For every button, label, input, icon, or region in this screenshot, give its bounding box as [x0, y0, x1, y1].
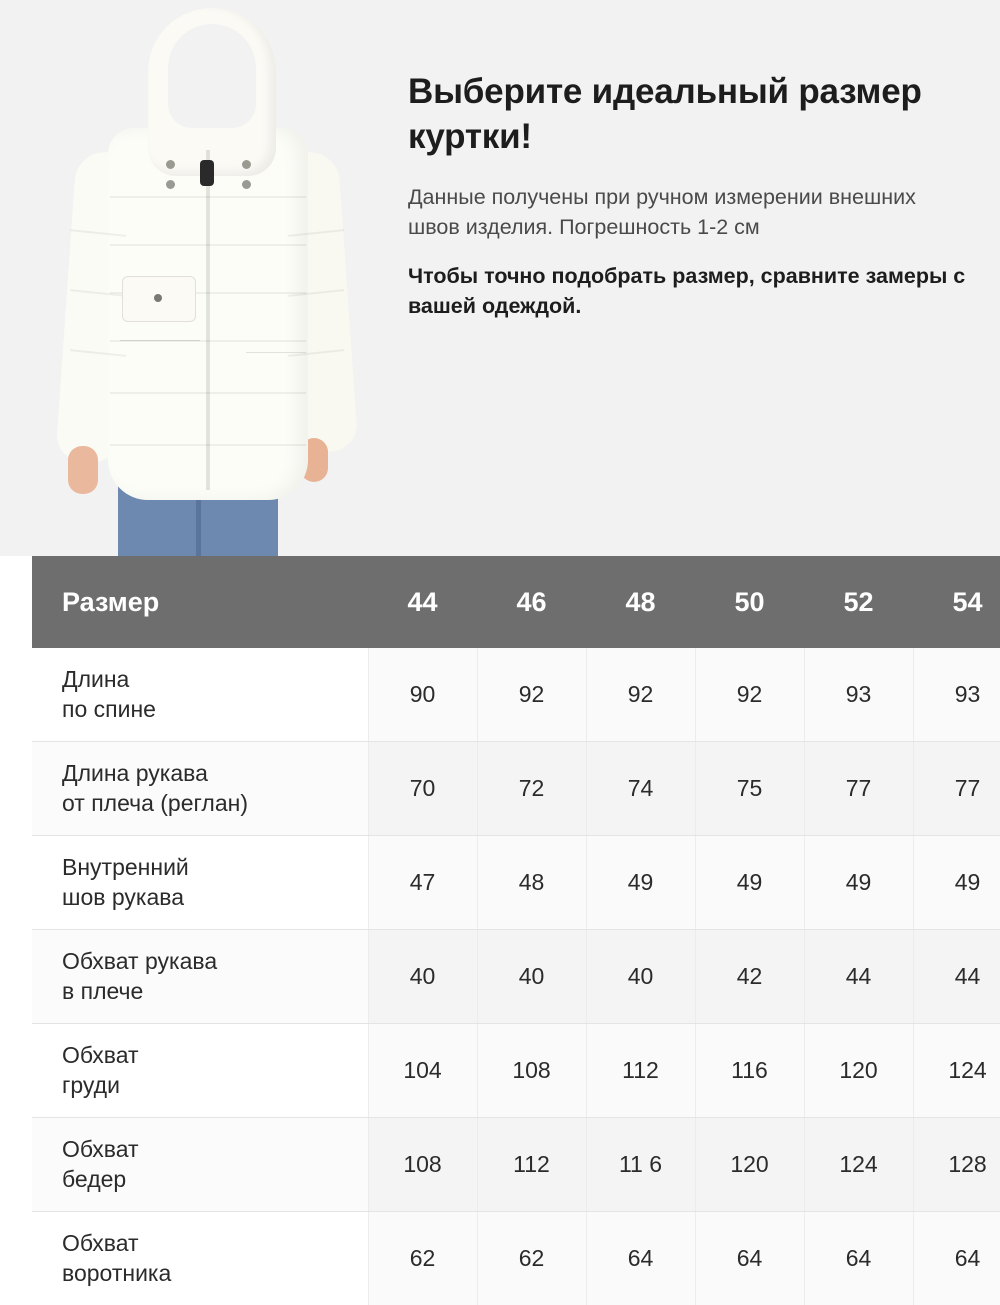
cell-value: 44: [804, 930, 913, 1024]
pocket-button: [154, 294, 162, 302]
cell-value: 64: [804, 1212, 913, 1305]
cell-value: 90: [368, 648, 477, 742]
row-label-line2: шов рукава: [62, 884, 184, 910]
cell-value: 49: [804, 836, 913, 930]
cell-value: 74: [586, 742, 695, 836]
row-label-line2: бедер: [62, 1166, 126, 1192]
row-label: [32, 1212, 368, 1305]
cell-value: 72: [477, 742, 586, 836]
header-size-46: 46: [477, 556, 586, 648]
cell-value: 49: [586, 836, 695, 930]
hero-section: [0, 0, 1000, 556]
row-label-line1: Длина рукава: [62, 760, 208, 786]
cell-value: 49: [695, 836, 804, 930]
hood-snap: [242, 160, 251, 169]
cell-value: 40: [586, 930, 695, 1024]
table-header-row: [32, 556, 1000, 648]
left-hand: [68, 446, 98, 494]
cell-value: 120: [804, 1024, 913, 1118]
row-label-line2: воротника: [62, 1260, 171, 1286]
row-label: [32, 648, 368, 742]
cell-value: 75: [695, 742, 804, 836]
size-table-container: [32, 556, 980, 1305]
row-label-line1: Обхват: [62, 1230, 139, 1256]
cell-value: 92: [695, 648, 804, 742]
row-label-line1: Обхват: [62, 1136, 139, 1162]
hood-opening: [168, 24, 256, 128]
row-label: [32, 1118, 368, 1212]
cell-value: 62: [477, 1212, 586, 1305]
row-label-line2: груди: [62, 1072, 120, 1098]
cell-value: 77: [804, 742, 913, 836]
row-label: [32, 742, 368, 836]
table-row: [32, 930, 1000, 1024]
cell-value: 120: [695, 1118, 804, 1212]
cell-value: 77: [913, 742, 1000, 836]
table-row: [32, 648, 1000, 742]
cell-value: 128: [913, 1118, 1000, 1212]
header-size-50: 50: [695, 556, 804, 648]
cell-value: 93: [804, 648, 913, 742]
cell-value: 64: [913, 1212, 1000, 1305]
header-size-54: 54: [913, 556, 1000, 648]
row-label: [32, 836, 368, 930]
hero-note: Чтобы точно подобрать размер, сравните замеры с вашей одеждой.: [408, 261, 968, 321]
zipper: [206, 150, 210, 490]
page-title: Выберите идеальный размер куртки!: [408, 70, 968, 160]
cell-value: 112: [586, 1024, 695, 1118]
cell-value: 124: [804, 1118, 913, 1212]
size-table-head: [32, 556, 1000, 648]
cell-value: 124: [913, 1024, 1000, 1118]
cell-value: 42: [695, 930, 804, 1024]
cell-value: 108: [368, 1118, 477, 1212]
cell-value: 11 6: [586, 1118, 695, 1212]
header-size-44: 44: [368, 556, 477, 648]
row-label: [32, 1024, 368, 1118]
row-label-line1: Внутренний: [62, 854, 189, 880]
side-pocket-right: [246, 352, 306, 365]
cell-value: 92: [586, 648, 695, 742]
row-label-line2: в плече: [62, 978, 143, 1004]
row-label: [32, 930, 368, 1024]
cell-value: 112: [477, 1118, 586, 1212]
cell-value: 40: [368, 930, 477, 1024]
cell-value: 93: [913, 648, 1000, 742]
cell-value: 64: [695, 1212, 804, 1305]
cell-value: 92: [477, 648, 586, 742]
cell-value: 70: [368, 742, 477, 836]
size-table: [32, 556, 1000, 1305]
hood-snap: [166, 180, 175, 189]
cell-value: 116: [695, 1024, 804, 1118]
cell-value: 47: [368, 836, 477, 930]
cell-value: 49: [913, 836, 1000, 930]
hero-subtitle: Данные получены при ручном измерении внешних швов изделия. Погрешность 1-2 см: [408, 182, 968, 243]
product-photo: [0, 0, 400, 556]
row-label-line2: от плеча (реглан): [62, 790, 248, 816]
table-row: [32, 1212, 1000, 1305]
cell-value: 40: [477, 930, 586, 1024]
hood-snap: [242, 180, 251, 189]
cell-value: 108: [477, 1024, 586, 1118]
cell-value: 44: [913, 930, 1000, 1024]
row-label-line1: Длина: [62, 666, 129, 692]
cell-value: 64: [586, 1212, 695, 1305]
cell-value: 48: [477, 836, 586, 930]
table-row: [32, 836, 1000, 930]
table-row: [32, 1118, 1000, 1212]
row-label-line1: Обхват: [62, 1042, 139, 1068]
cell-value: 104: [368, 1024, 477, 1118]
row-label-line1: Обхват рукава: [62, 948, 217, 974]
header-size-48: 48: [586, 556, 695, 648]
hood-snap: [166, 160, 175, 169]
header-size-label: Размер: [32, 556, 368, 648]
zipper-pull: [200, 160, 214, 186]
hero-text-block: [408, 70, 968, 321]
side-pocket-left: [120, 340, 200, 353]
table-row: [32, 742, 1000, 836]
size-table-body: [32, 648, 1000, 1305]
header-size-52: 52: [804, 556, 913, 648]
table-row: [32, 1024, 1000, 1118]
row-label-line2: по спине: [62, 696, 156, 722]
cell-value: 62: [368, 1212, 477, 1305]
